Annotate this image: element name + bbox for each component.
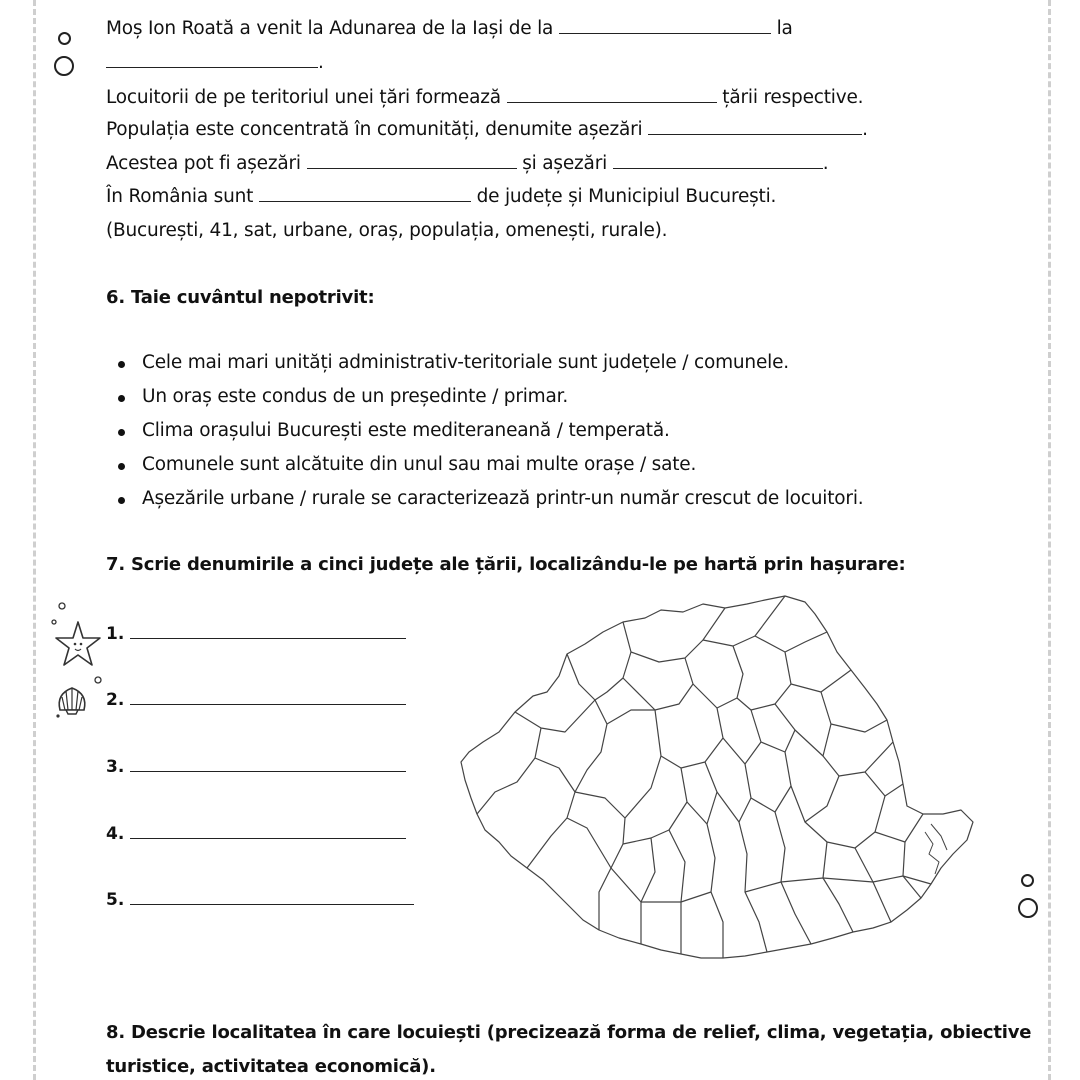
fill-text: .: [862, 119, 868, 140]
fill-text: .: [822, 153, 829, 174]
item-number: 4.: [106, 824, 125, 844]
bullet-dot: [118, 463, 125, 470]
county-answer-2: [106, 690, 406, 710]
ex6-item-1: Cele mai mari unități administrativ-teritoriale sunt județele / comunele.: [142, 352, 789, 373]
fill-text: Acestea pot fi așezări: [106, 153, 301, 174]
ex6-item-2: Un oraș este condus de un președinte / primar.: [142, 386, 569, 407]
county-answer-5: [106, 890, 414, 910]
bullet-dot: [118, 429, 125, 436]
item-number: 1.: [106, 624, 125, 644]
county-answer-1: [106, 624, 406, 644]
fill-text: Moș Ion Roată a venit la Adunarea de la Iași de la: [106, 18, 554, 39]
answer-blank[interactable]: [106, 53, 318, 68]
decor-circle-large: [54, 56, 74, 76]
romania-map[interactable]: [455, 592, 985, 972]
answer-blank[interactable]: [307, 154, 517, 169]
answer-blank[interactable]: [648, 120, 862, 135]
decor-circle-small: [58, 32, 71, 45]
fill-text: Locuitorii de pe teritoriul unei țări formează: [106, 87, 501, 108]
fill-text: și așezări: [522, 153, 608, 174]
bullet-dot: [118, 395, 125, 402]
item-number: 3.: [106, 757, 125, 777]
ex6-item-3: Clima orașului București este mediteraneană / temperată.: [142, 420, 670, 441]
exercise-8-title-line1: 8. Descrie localitatea în care locuiești (precizează forma de relief, clima, vegetația, obiective: [106, 1022, 1032, 1043]
fill-text: de județe și Municipiul București.: [476, 186, 777, 207]
county-answer-3: [106, 757, 406, 777]
fill-text: la: [776, 18, 793, 39]
item-number: 5.: [106, 890, 125, 910]
answer-blank[interactable]: [507, 88, 717, 103]
left-dashed-border: [33, 0, 36, 1080]
right-dashed-border: [1048, 0, 1051, 1080]
fill-line-2: [106, 52, 324, 73]
answer-blank[interactable]: [559, 19, 771, 34]
fill-text: Populația este concentrată în comunități, denumite așezări: [106, 119, 643, 140]
fill-text: țării respective.: [722, 87, 864, 108]
exercise-7-title: 7. Scrie denumirile a cinci județe ale țării, localizându-le pe hartă prin hașurare:: [106, 554, 906, 575]
fill-line-4: [106, 119, 868, 140]
answer-blank[interactable]: [130, 892, 414, 905]
fill-text: .: [318, 52, 324, 73]
answer-blank[interactable]: [130, 626, 406, 639]
answer-blank[interactable]: [130, 692, 406, 705]
fill-line-1: [106, 18, 793, 39]
bullet-dot: [118, 361, 125, 368]
ex6-item-5: Așezările urbane / rurale se caracterizează printr-un număr crescut de locuitori.: [142, 488, 864, 509]
seashell-icon: [52, 680, 92, 720]
exercise-6-title: 6. Taie cuvântul nepotrivit:: [106, 287, 375, 308]
item-number: 2.: [106, 690, 125, 710]
county-answer-4: [106, 824, 406, 844]
fill-line-3: [106, 87, 863, 108]
decor-circle-small-right: [1021, 874, 1034, 887]
fill-line-6: [106, 186, 776, 207]
bullet-dot: [118, 497, 125, 504]
answer-blank[interactable]: [613, 154, 823, 169]
word-bank: (București, 41, sat, urbane, oraș, populația, omenești, rurale).: [106, 220, 668, 241]
answer-blank[interactable]: [259, 187, 471, 202]
answer-blank[interactable]: [130, 759, 406, 772]
fill-line-5: [106, 153, 828, 174]
decor-circle-large-right: [1018, 898, 1038, 918]
ex6-item-4: Comunele sunt alcătuite din unul sau mai multe orașe / sate.: [142, 454, 697, 475]
answer-blank[interactable]: [130, 826, 406, 839]
exercise-8-title-line2: turistice, activitatea economică).: [106, 1056, 436, 1077]
fill-text: În România sunt: [106, 186, 254, 207]
